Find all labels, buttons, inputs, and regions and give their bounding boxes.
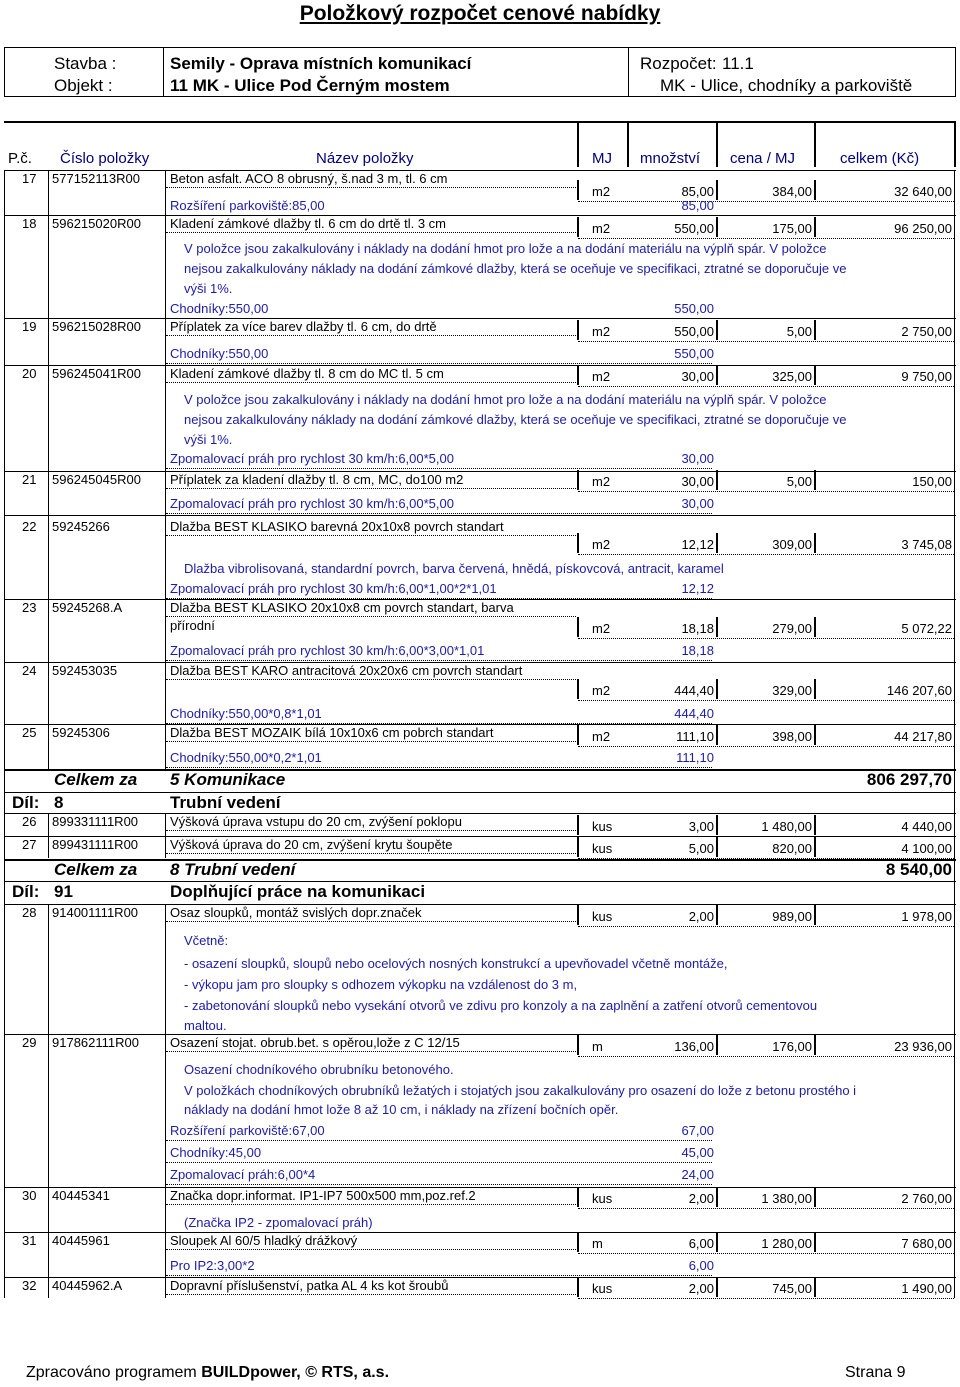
measure-value: 111,10: [676, 750, 714, 765]
col-mnozstvi: množství: [640, 150, 701, 167]
cell-separator: [716, 725, 718, 745]
item-total: 9 750,00: [901, 369, 952, 384]
dotted-rule: [166, 335, 576, 336]
item-note: (Značka IP2 - zpomalovací práh): [184, 1215, 373, 1230]
dotted-rule: [166, 767, 712, 768]
dotted-rule: [578, 700, 954, 701]
table-col-border: [48, 904, 49, 1298]
dil-label: Díl:: [12, 882, 40, 901]
measure-value: 85,00: [681, 198, 714, 213]
measure-formula: Chodníky:550,00*0,8*1,01: [170, 706, 322, 721]
item-unit: kus: [592, 909, 613, 924]
item-quantity: 444,40: [674, 683, 714, 698]
measure-value: 67,00: [681, 1123, 714, 1138]
cell-separator: [577, 837, 579, 857]
item-code: 596215020R00: [52, 216, 141, 231]
col-mj: MJ: [592, 150, 612, 167]
table-row-rule: [4, 215, 956, 216]
item-unit-price: 1 480,00: [761, 819, 812, 834]
item-quantity: 30,00: [681, 474, 714, 489]
cell-separator: [814, 617, 816, 637]
table-row-rule: [4, 170, 956, 171]
section-total-value: 8 540,00: [885, 860, 952, 879]
item-unit: m2: [592, 621, 611, 636]
item-quantity: 85,00: [681, 184, 714, 199]
item-code: 40445961: [52, 1233, 110, 1248]
item-unit-price: 309,00: [772, 537, 812, 552]
item-name: Značka dopr.informat. IP1-IP7 500x500 mm,poz.ref.2: [170, 1188, 476, 1203]
item-name: Kladení zámkové dlažby tl. 8 cm do MC tl. 5 cm: [170, 366, 444, 381]
cell-separator: [814, 533, 816, 553]
item-quantity: 18,18: [681, 621, 714, 636]
item-name: Příplatek za kladení dlažby tl. 8 cm, MC, do100 m2: [170, 472, 464, 487]
dotted-rule: [166, 679, 576, 680]
measure-value: 550,00: [674, 346, 714, 361]
row-number: 18: [22, 216, 37, 231]
header-divider: [628, 47, 629, 97]
item-name: Osaz sloupků, montáž svislých dopr.značek: [170, 905, 422, 920]
measure-formula: Zpomalovací práh pro rychlost 30 km/h:6,00*5,00: [170, 451, 454, 466]
dotted-rule: [166, 741, 576, 742]
item-quantity: 111,10: [676, 729, 714, 744]
stavba-label: Stavba :: [54, 54, 117, 73]
cell-separator: [716, 837, 718, 857]
dotted-rule: [166, 513, 712, 514]
item-total: 2 760,00: [901, 1191, 952, 1206]
cell-separator: [716, 905, 718, 925]
item-unit: kus: [592, 1191, 613, 1206]
col-sep: [716, 123, 718, 167]
col-sep: [814, 123, 816, 167]
measure-value: 45,00: [681, 1145, 714, 1160]
item-name: Dlažba BEST KARO antracitová 20x20x6 cm povrch standart: [170, 663, 523, 678]
section-total-label: Celkem za: [54, 860, 138, 879]
cell-separator: [814, 679, 816, 699]
item-name: Příplatek za více barev dlažby tl. 6 cm, do drtě: [170, 319, 437, 334]
item-code: 59245306: [52, 725, 110, 740]
item-unit: m: [592, 1039, 603, 1054]
dotted-rule: [166, 921, 576, 922]
item-unit-price: 325,00: [772, 369, 812, 384]
item-quantity: 2,00: [688, 909, 714, 924]
cell-separator: [814, 365, 816, 385]
dil-label: Díl:: [12, 793, 40, 812]
dotted-rule: [166, 616, 576, 617]
item-total: 96 250,00: [894, 221, 952, 236]
item-quantity: 3,00: [688, 819, 714, 834]
stavba-value: Semily - Oprava místních komunikací: [170, 54, 472, 73]
item-unit: kus: [592, 819, 613, 834]
dotted-rule: [578, 491, 954, 492]
dil-name: Trubní vedení: [170, 793, 281, 812]
col-nazev: Název položky: [316, 150, 414, 167]
item-code: 592453035: [52, 663, 118, 678]
dotted-rule: [578, 1056, 954, 1057]
item-includes: maltou.: [184, 1018, 227, 1033]
item-note: výši 1%.: [184, 281, 233, 296]
measure-formula: Rozšíření parkoviště:67,00: [170, 1123, 325, 1138]
item-unit-price: 745,00: [772, 1281, 812, 1296]
item-note: Dlažba vibrolisovaná, standardní povrch, barva červená, hnědá, pískovcová, antracit, karamel: [184, 561, 724, 576]
section-rule: [4, 769, 956, 771]
measure-value: 6,00: [688, 1258, 714, 1273]
cell-separator: [814, 470, 816, 490]
cell-separator: [577, 679, 579, 699]
cell-separator: [577, 1035, 579, 1055]
item-unit-price: 820,00: [772, 841, 812, 856]
item-code: 596215028R00: [52, 319, 141, 334]
section-total-name: 5 Komunikace: [170, 770, 286, 789]
item-unit-price: 279,00: [772, 621, 812, 636]
item-unit-price: 329,00: [772, 683, 812, 698]
item-note: nejsou zakalkulovány náklady na dodání zámkové dlažby, která se oceňuje ve specifikaci, ztratné se doporučuje ve: [184, 261, 847, 276]
cell-separator: [814, 1232, 816, 1252]
cell-separator: [577, 320, 579, 340]
item-includes: - výkopu jam pro sloupky s odhozem výkopku na vzdálenost do 3 m,: [184, 977, 578, 992]
rozpocet-name: MK - Ulice, chodníky a parkoviště: [660, 76, 913, 95]
cell-separator: [814, 1187, 816, 1207]
item-total: 1 490,00: [901, 1281, 952, 1296]
dotted-rule: [166, 830, 576, 831]
item-total: 2 750,00: [901, 324, 952, 339]
col-sep: [577, 123, 579, 167]
dil-code: 8: [54, 793, 64, 812]
dotted-rule: [578, 238, 954, 239]
table-left-border: [4, 170, 5, 1298]
cell-separator: [814, 1035, 816, 1055]
cell-separator: [577, 905, 579, 925]
dotted-rule: [578, 1298, 954, 1299]
cell-separator: [577, 1277, 579, 1297]
dotted-rule: [166, 1051, 576, 1052]
measure-value: 18,18: [681, 643, 714, 658]
table-col-border: [48, 170, 49, 770]
row-number: 17: [22, 171, 37, 186]
item-note: náklady na dodání hmot lože 8 až 10 cm, i náklady na zřízení bočních opěr.: [184, 1102, 619, 1117]
item-unit-price: 1 280,00: [761, 1236, 812, 1251]
footer-credit: Zpracováno programem BUILDpower, © RTS, a.s.: [26, 1364, 390, 1381]
section-rule: [4, 881, 956, 882]
col-cena: cena / MJ: [730, 150, 796, 167]
item-quantity: 550,00: [674, 324, 714, 339]
row-number: 32: [22, 1278, 37, 1293]
objekt-value: 11 MK - Ulice Pod Černým mostem: [170, 76, 450, 95]
row-number: 23: [22, 600, 37, 615]
row-number: 29: [22, 1035, 37, 1050]
row-number: 26: [22, 814, 37, 829]
dotted-rule: [166, 1275, 712, 1276]
item-total: 150,00: [912, 474, 952, 489]
item-code: 914001111R00: [52, 905, 139, 920]
measure-formula: Pro IP2:3,00*2: [170, 1258, 255, 1273]
item-name: Výšková úprava vstupu do 20 cm, zvýšení poklopu: [170, 814, 462, 829]
row-number: 24: [22, 663, 37, 678]
table-row-rule: [4, 813, 956, 814]
row-number: 28: [22, 905, 37, 920]
item-unit: m2: [592, 683, 611, 698]
dotted-rule: [578, 926, 954, 927]
dil-name: Doplňující práce na komunikaci: [170, 882, 426, 901]
cell-separator: [716, 470, 718, 490]
cell-separator: [716, 679, 718, 699]
dotted-rule: [166, 1140, 712, 1141]
item-unit: m: [592, 1236, 603, 1251]
dotted-rule: [578, 201, 954, 202]
objekt-label: Objekt :: [54, 76, 113, 95]
measure-value: 24,00: [681, 1167, 714, 1182]
cell-separator: [716, 1187, 718, 1207]
item-code: 596245041R00: [52, 366, 141, 381]
item-unit: m2: [592, 369, 611, 384]
measure-formula: Chodníky:550,00: [170, 346, 269, 361]
cell-separator: [814, 217, 816, 237]
cell-separator: [577, 617, 579, 637]
cell-separator: [814, 320, 816, 340]
row-number: 20: [22, 366, 37, 381]
item-note: V položkách chodníkových obrubníků ležatých i stojatých jsou zakalkulovány pro osazení do lože z betonu prostého i: [184, 1083, 857, 1098]
item-unit-price: 5,00: [786, 324, 812, 339]
row-number: 22: [22, 519, 37, 534]
dotted-rule: [166, 1162, 712, 1163]
item-unit-price: 1 380,00: [761, 1191, 812, 1206]
table-row-rule: [4, 515, 956, 516]
cell-separator: [716, 1035, 718, 1055]
cell-separator: [716, 320, 718, 340]
item-unit-price: 5,00: [786, 474, 812, 489]
item-name: Dlažba BEST KLASIKO 20x10x8 cm povrch standart, barva: [170, 600, 514, 615]
cell-separator: [577, 180, 579, 200]
item-unit: m2: [592, 537, 611, 552]
measure-formula: Chodníky:550,00*0,2*1,01: [170, 750, 322, 765]
item-code: 899331111R00: [52, 814, 139, 829]
item-quantity: 136,00: [674, 1039, 714, 1054]
cell-separator: [577, 725, 579, 745]
dotted-rule: [166, 1249, 576, 1250]
measure-formula: Rozšíření parkoviště:85,00: [170, 198, 325, 213]
item-unit-price: 384,00: [772, 184, 812, 199]
item-code: 577152113R00: [52, 171, 140, 186]
dotted-rule: [578, 554, 954, 555]
row-number: 27: [22, 837, 37, 852]
section-rule: [4, 792, 956, 793]
dotted-rule: [166, 853, 576, 854]
dotted-rule: [166, 1204, 576, 1205]
item-note: V položce jsou zakalkulovány i náklady na dodání hmot pro lože a na dodání materiálu na výplň spár. V položce: [184, 392, 827, 407]
dotted-rule: [166, 363, 712, 364]
item-total: 44 217,80: [894, 729, 952, 744]
cell-separator: [716, 533, 718, 553]
item-total: 3 745,08: [901, 537, 952, 552]
item-unit: kus: [592, 841, 613, 856]
item-quantity: 12,12: [681, 537, 714, 552]
item-unit-price: 175,00: [772, 221, 812, 236]
cell-separator: [814, 180, 816, 200]
item-quantity: 5,00: [688, 841, 714, 856]
item-code: 899431111R00: [52, 837, 139, 852]
item-unit: m2: [592, 221, 611, 236]
item-name: Dlažba BEST KLASIKO barevná 20x10x8 povrch standart: [170, 519, 504, 534]
cell-separator: [716, 365, 718, 385]
page-number: Strana 9: [845, 1364, 906, 1381]
col-celkem: celkem (Kč): [840, 150, 920, 167]
item-includes: - zabetonování sloupků nebo vysekání otvorů ve zdivu pro konzoly a na zaplnění a zatření otvorů cementovou: [184, 998, 818, 1013]
dotted-rule: [578, 1208, 954, 1209]
cell-separator: [577, 217, 579, 237]
section-rule: [4, 859, 956, 861]
item-total: 146 207,60: [886, 683, 952, 698]
measure-formula: Zpomalovací práh pro rychlost 30 km/h:6,00*3,00*1,01: [170, 643, 485, 658]
cell-separator: [716, 217, 718, 237]
item-name: Beton asfalt. ACO 8 obrusný, š.nad 3 m, tl. 6 cm: [170, 171, 448, 186]
table-row-rule: [4, 318, 956, 319]
measure-value: 12,12: [681, 581, 714, 596]
cell-separator: [814, 837, 816, 857]
dotted-rule: [166, 468, 712, 469]
item-note: výši 1%.: [184, 432, 233, 447]
item-total: 23 936,00: [894, 1039, 952, 1054]
item-unit-price: 989,00: [772, 909, 812, 924]
table-col-border: [165, 904, 166, 1298]
measure-value: 30,00: [681, 451, 714, 466]
dotted-rule: [166, 382, 576, 383]
item-includes: - osazení sloupků, sloupů nebo ocelových nosných konstrukcí a upevňovadel včetně montáže,: [184, 956, 728, 971]
cell-separator: [577, 815, 579, 835]
item-name: Výšková úprava do 20 cm, zvýšení krytu šoupěte: [170, 837, 453, 852]
item-quantity: 2,00: [688, 1191, 714, 1206]
row-number: 31: [22, 1233, 37, 1248]
item-name-cont: přírodní: [170, 618, 215, 633]
cell-separator: [577, 365, 579, 385]
cell-separator: [716, 180, 718, 200]
row-number: 30: [22, 1188, 37, 1203]
item-note: Osazení chodníkového obrubníku betonového.: [184, 1062, 454, 1077]
item-total: 1 978,00: [901, 909, 952, 924]
item-code: 40445341: [52, 1188, 110, 1203]
section-total-label: Celkem za: [54, 770, 138, 789]
measure-formula: Zpomalovací práh pro rychlost 30 km/h:6,00*1,00*2*1,01: [170, 581, 497, 596]
measure-value: 444,40: [674, 706, 714, 721]
table-col-border: [165, 170, 166, 770]
measure-formula: Chodníky:550,00: [170, 301, 269, 316]
item-code: 59245268.A: [52, 600, 123, 615]
cell-separator: [577, 470, 579, 490]
dotted-rule: [578, 746, 954, 747]
measure-formula: Zpomalovací práh:6,00*4: [170, 1167, 316, 1182]
row-number: 19: [22, 319, 37, 334]
col-pc: P.č.: [8, 150, 32, 167]
measure-formula: Chodníky:45,00: [170, 1145, 262, 1160]
dotted-rule: [578, 386, 954, 387]
dotted-rule: [166, 1294, 576, 1295]
item-note: V položce jsou zakalkulovány i náklady na dodání hmot pro lože a na dodání materiálu na výplň spár. V položce: [184, 241, 827, 256]
cell-separator: [814, 725, 816, 745]
item-total: 4 440,00: [901, 819, 952, 834]
item-quantity: 6,00: [688, 1236, 714, 1251]
item-code: 596245045R00: [52, 472, 141, 487]
dotted-rule: [166, 488, 576, 489]
section-total-value: 806 297,70: [866, 770, 952, 789]
item-total: 4 100,00: [901, 841, 952, 856]
cell-separator: [716, 815, 718, 835]
col-cislo: Číslo položky: [60, 150, 150, 167]
item-code: 917862111R00: [52, 1035, 139, 1050]
row-number: 25: [22, 725, 37, 740]
item-unit: m2: [592, 729, 611, 744]
measure-value: 550,00: [674, 301, 714, 316]
dotted-rule: [578, 341, 954, 342]
item-unit: m2: [592, 184, 611, 199]
item-unit-price: 176,00: [772, 1039, 812, 1054]
item-code: 59245266: [52, 519, 110, 534]
dotted-rule: [166, 187, 576, 188]
dil-code: 91: [54, 882, 73, 901]
dotted-rule: [166, 535, 576, 536]
cell-separator: [814, 905, 816, 925]
col-sep: [627, 123, 629, 167]
item-unit-price: 398,00: [772, 729, 812, 744]
item-quantity: 550,00: [674, 221, 714, 236]
dotted-rule: [166, 232, 576, 233]
item-name: Sloupek Al 60/5 hladký drážkový: [170, 1233, 358, 1248]
measure-formula: Zpomalovací práh pro rychlost 30 km/h:6,00*5,00: [170, 496, 454, 511]
dotted-rule: [578, 1253, 954, 1254]
cell-separator: [577, 1187, 579, 1207]
item-note: nejsou zakalkulovány náklady na dodání zámkové dlažby, která se oceňuje ve specifikaci, ztratné se doporučuje ve: [184, 412, 847, 427]
cell-separator: [716, 1277, 718, 1297]
item-name: Dopravní příslušenství, patka AL 4 ks kot šroubů: [170, 1278, 449, 1293]
item-unit: kus: [592, 1281, 613, 1296]
cell-separator: [577, 1232, 579, 1252]
section-total-name: 8 Trubní vedení: [170, 860, 296, 879]
dotted-rule: [578, 638, 954, 639]
cell-separator: [716, 1232, 718, 1252]
cell-separator: [814, 1277, 816, 1297]
table-right-border: [954, 170, 955, 1298]
item-quantity: 30,00: [681, 369, 714, 384]
col-sep: [954, 123, 956, 167]
cell-separator: [814, 815, 816, 835]
item-quantity: 2,00: [688, 1281, 714, 1296]
dotted-rule: [166, 660, 712, 661]
page-title: Položkový rozpočet cenové nabídky: [299, 2, 661, 25]
row-number: 21: [22, 472, 37, 487]
item-code: 40445962.A: [52, 1278, 123, 1293]
item-name: Dlažba BEST MOZAIK bílá 10x10x6 cm pobrch standart: [170, 725, 494, 740]
header-divider: [163, 47, 164, 97]
item-unit: m2: [592, 474, 611, 489]
dotted-rule: [166, 1184, 712, 1185]
item-name: Osazení stojat. obrub.bet. s opěrou,lože z C 12/15: [170, 1035, 460, 1050]
item-total: 32 640,00: [894, 184, 952, 199]
rozpocet-label: Rozpočet:: [640, 54, 717, 73]
item-name: Kladení zámkové dlažby tl. 6 cm do drtě tl. 3 cm: [170, 216, 447, 231]
cell-separator: [716, 617, 718, 637]
item-total: 7 680,00: [901, 1236, 952, 1251]
measure-value: 30,00: [681, 496, 714, 511]
rozpocet-value: 11.1: [722, 54, 754, 73]
item-unit: m2: [592, 324, 611, 339]
cell-separator: [577, 533, 579, 553]
item-total: 5 072,22: [901, 621, 952, 636]
item-includes: Včetně:: [184, 933, 229, 948]
